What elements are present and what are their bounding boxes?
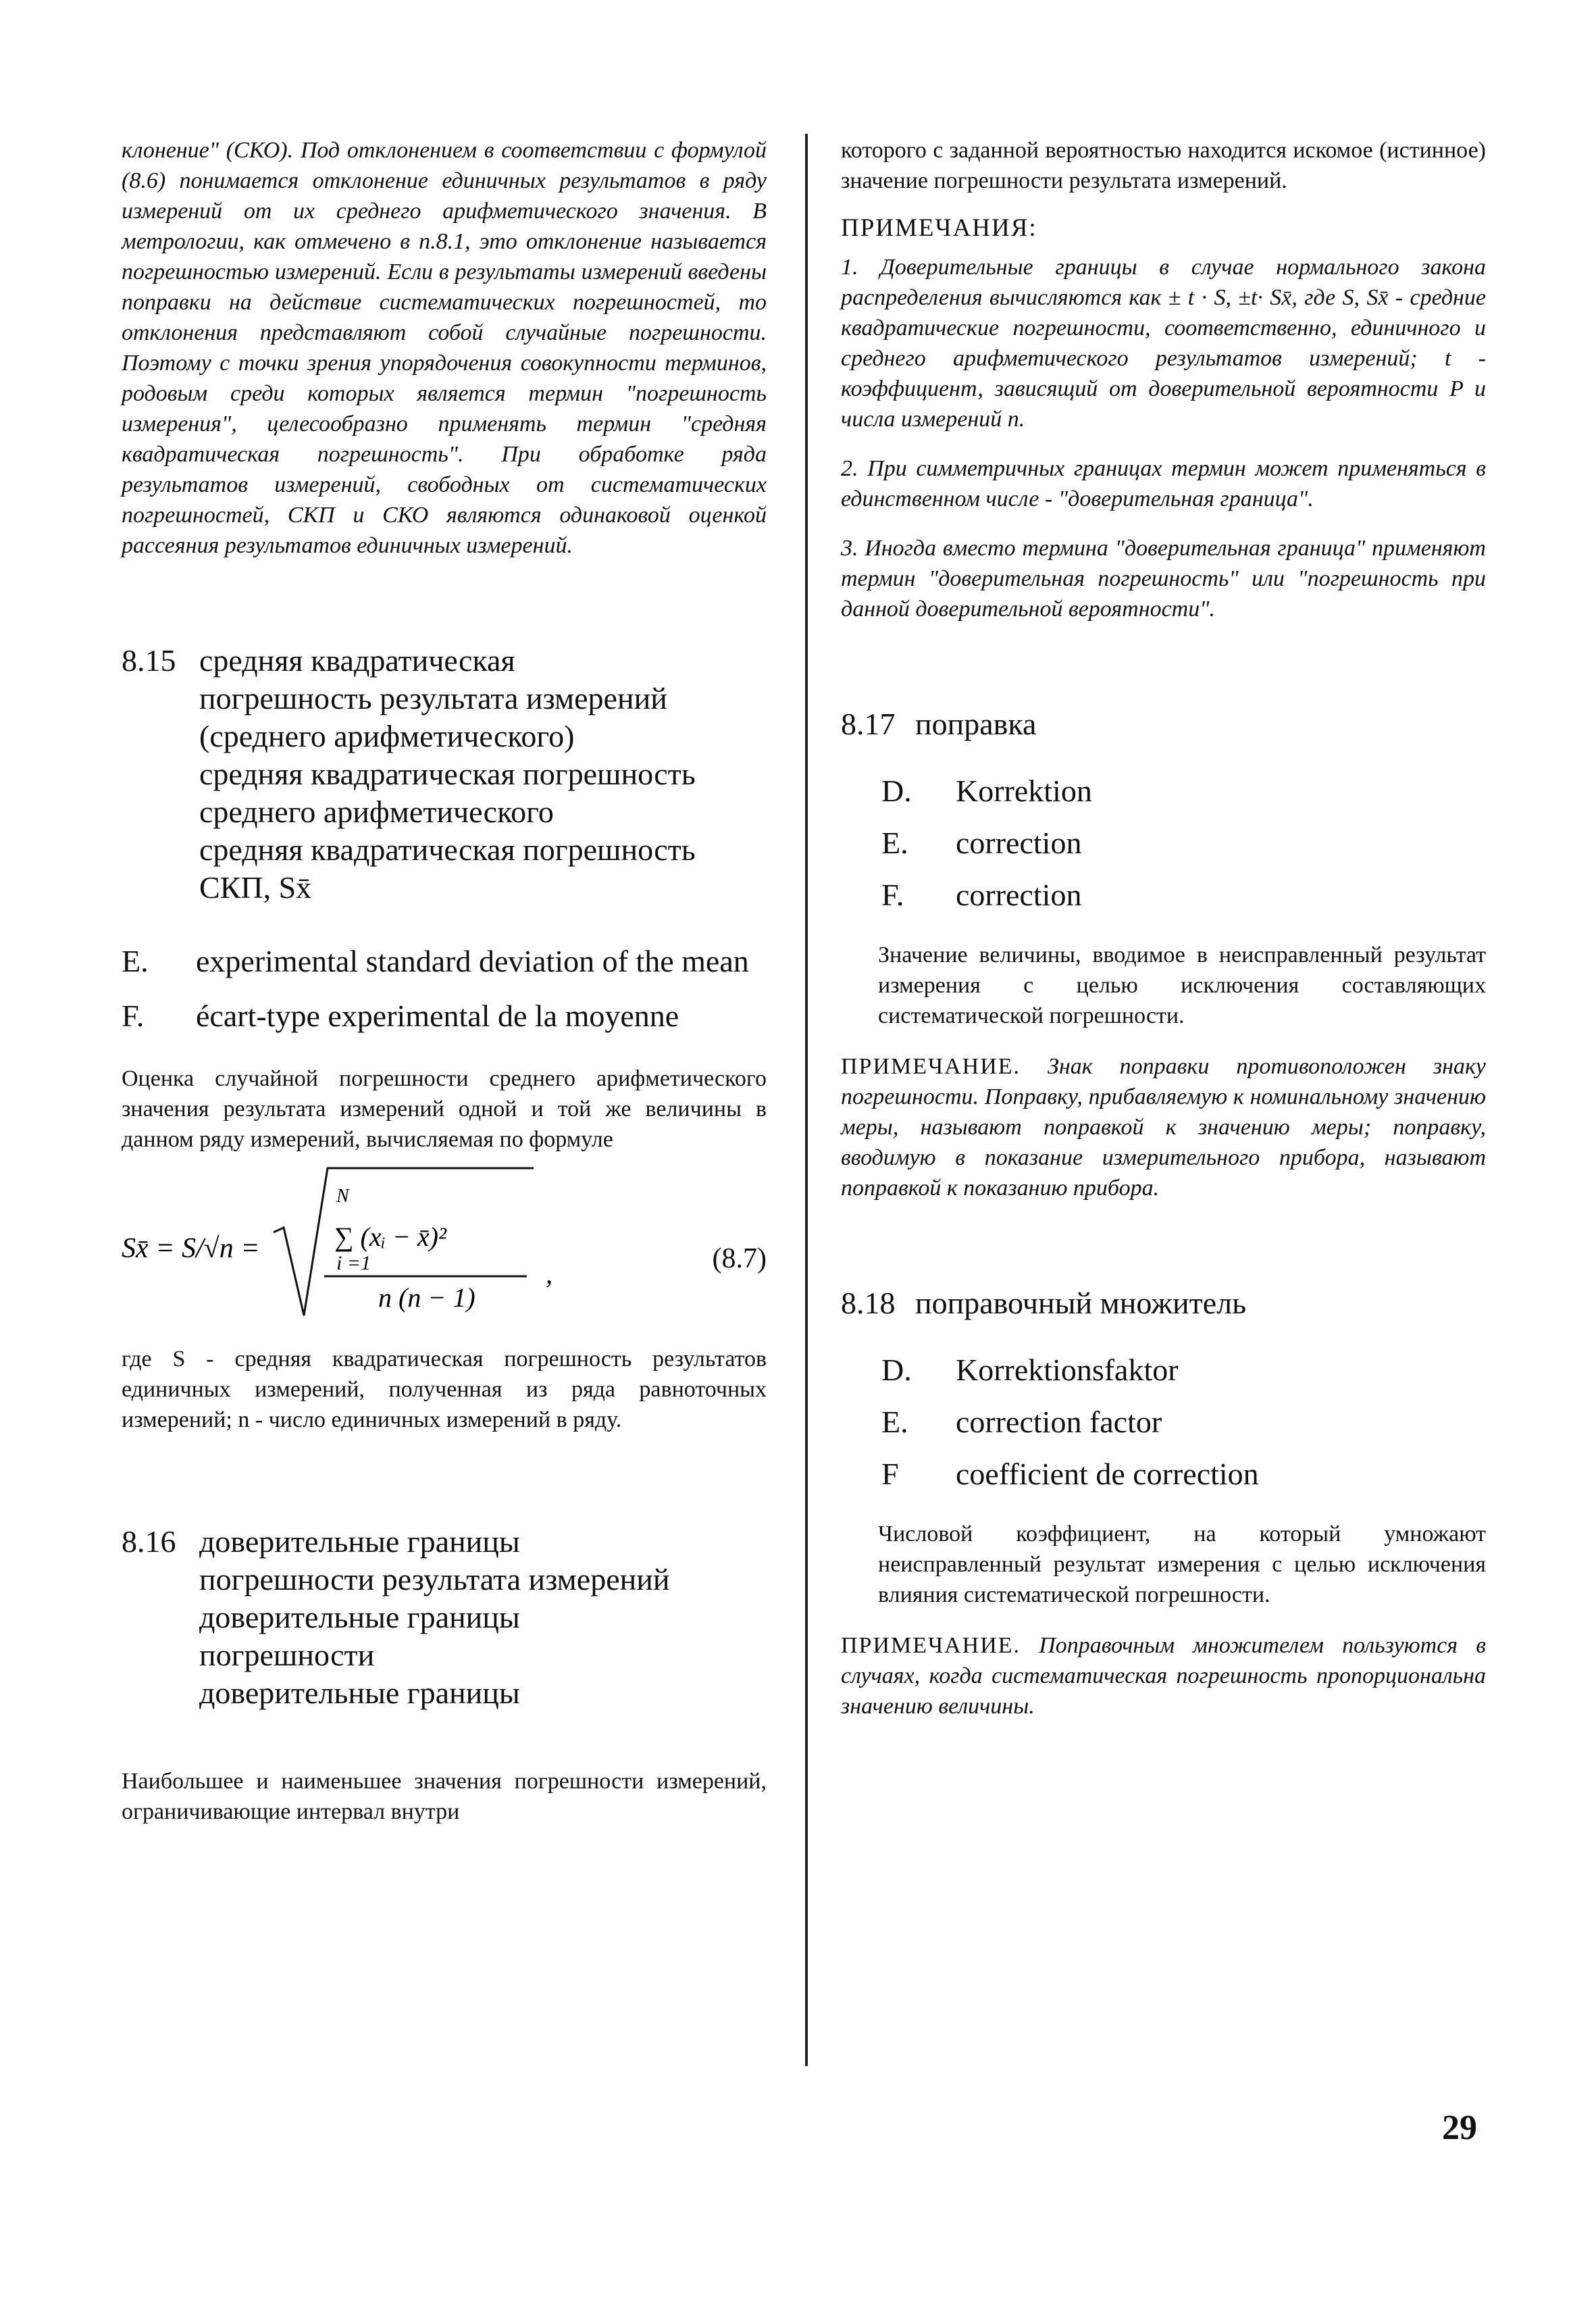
formula-graphic — [122, 1161, 767, 1337]
translations-8-17 — [841, 770, 1486, 915]
sum-lower-limit: i =1 — [336, 1252, 371, 1274]
translation-english: E. correction — [881, 826, 1082, 860]
equation-number: (8.7) — [712, 1243, 767, 1274]
term-number: 8.15 — [122, 643, 176, 678]
formula-explanation: где S - средняя квадратическая погрешность результатов единичных измерений, полученная из ряда равноточных измерений; n - число единичных измерений в ряду. — [122, 1347, 767, 1432]
term-line: погрешности результата измерений — [199, 1562, 670, 1596]
formula-numerator: ∑ (xᵢ − x̄)² — [334, 1222, 446, 1252]
translation-german: D. Korrektion — [881, 774, 1092, 808]
term-line: доверительные границы — [199, 1676, 520, 1710]
note-8-17 — [841, 1051, 1486, 1203]
sum-upper-limit: N — [336, 1186, 349, 1207]
continuation-paragraph: которого с заданной вероятностью находится искомое (истинное) значение погрешности результата измерений. — [841, 138, 1486, 193]
formula-comma: , — [546, 1259, 552, 1289]
term-8-18 — [841, 1284, 1486, 1322]
translations-8-18 — [841, 1349, 1486, 1494]
note-8-18 — [841, 1630, 1486, 1721]
translations-8-15 — [122, 940, 767, 1036]
note-label: ПРИМЕЧАНИЕ. — [841, 1054, 1021, 1079]
term-line: (среднего арифметического) — [199, 719, 575, 753]
term-title: поправка — [915, 707, 1037, 741]
note-item: 2. При симметричных границах термин может применяться в единственном числе - "доверительная граница". — [841, 456, 1486, 511]
right-column — [841, 135, 1486, 1721]
formula-denominator: n (n − 1) — [378, 1282, 475, 1313]
definition-8-15: Оценка случайной погрешности среднего арифметического значения результата измерений одной и той же величины в данном ряду измерений, вычисляемая по формуле — [122, 1066, 767, 1152]
definition-8-17: Значение величины, вводимое в неисправленный результат измерения с целью исключения составляющих систематической погрешности. — [878, 942, 1486, 1028]
term-line: доверительные границы — [199, 1524, 520, 1559]
term-line: средняя квадратическая погрешность — [199, 757, 696, 791]
translation-english: E. experimental standard deviation of the mean — [122, 944, 749, 978]
formula-lhs: Sx̄ = S/√n = — [122, 1233, 260, 1264]
translation-french: F. correction — [881, 878, 1082, 912]
term-8-15 — [122, 642, 767, 907]
formula-8-7 — [122, 1161, 767, 1337]
term-number: 8.18 — [841, 1286, 896, 1320]
left-column — [122, 135, 767, 1827]
notes-heading: ПРИМЕЧАНИЯ: — [841, 214, 1037, 242]
term-title: поправочный множитель — [915, 1286, 1247, 1320]
definition-8-16: Наибольшее и наименьшее значения погрешности измерений, ограничивающие интервал внутри — [122, 1769, 767, 1824]
definition-8-18: Числовой коэффициент, на который умножают неисправленный результат измерения с целью исключения влияния систематической погрешности. — [878, 1521, 1486, 1607]
note-item: 3. Иногда вместо термина "доверительная граница" применяют термин "доверительная погрешность" или "погрешность при данной доверительной вероятности". — [841, 536, 1486, 622]
page-number: 29 — [1442, 2109, 1477, 2147]
translation-german: D. Korrektionsfaktor — [881, 1353, 1179, 1387]
translation-english: E. correction factor — [881, 1405, 1162, 1439]
term-8-17 — [841, 705, 1486, 743]
note-label: ПРИМЕЧАНИЕ. — [841, 1633, 1021, 1658]
note-text: Поправочным множителем пользуются в случаях, когда систематическая погрешность пропорциональна значению величины. — [841, 1633, 1487, 1719]
term-line: средняя квадратическая погрешность — [199, 832, 696, 867]
term-line: средняя квадратическая — [199, 643, 515, 678]
term-number: 8.17 — [841, 707, 896, 741]
term-line: погрешность результата измерений — [199, 681, 667, 715]
column-divider — [805, 134, 808, 2066]
term-line: погрешности — [199, 1638, 375, 1672]
translation-french: F coefficient de correction — [881, 1457, 1259, 1491]
term-number: 8.16 — [122, 1524, 176, 1559]
translation-french: F. écart-type experimental de la moyenne — [122, 999, 679, 1033]
note-text: Знак поправки противоположен знаку погрешности. Поправку, прибавляемую к номинальному значению меры, называют поправкой к значению меры; поправку, вводимую в показание измерительного прибора, называют поправкой к показанию прибора. — [841, 1054, 1486, 1201]
term-8-16 — [122, 1523, 767, 1712]
term-line: СКП, Sx̄ — [199, 870, 312, 905]
term-line: доверительные границы — [199, 1600, 520, 1634]
intro-paragraph: клонение" (СКО). Под отклонением в соответствии с формулой (8.6) понимается отклонение единичных результатов в ряду измерений от их среднего арифметического значения. В метрологии, как отмечено в п.8.1, это отклонение называется погрешностью измерений. Если в результаты измерений введены поправки на действие систематических погрешностей, то отклонения представляют собой случайные погрешности. Поэтому с точки зрения упорядочения совокупности терминов, родовым среди которых является термин "погрешность измерения", целесообразно применять термин "средняя квадратическая погрешность". При обработке ряда результатов измерений, свободных от систематических погрешностей, СКП и СКО являются одинаковой оценкой рассеяния результатов единичных измерений. — [122, 138, 767, 558]
note-item: 1. Доверительные границы в случае нормального закона распределения вычисляются как ± t · S, ±t· Sx̄, где S, Sx̄ - средние квадратические погрешности, соответственно, единичного и среднего арифметического результатов измерений; t - коэффициент, зависящий от доверительной вероятности P и числа измерений n. — [841, 255, 1486, 432]
term-line: среднего арифметического — [199, 795, 554, 829]
